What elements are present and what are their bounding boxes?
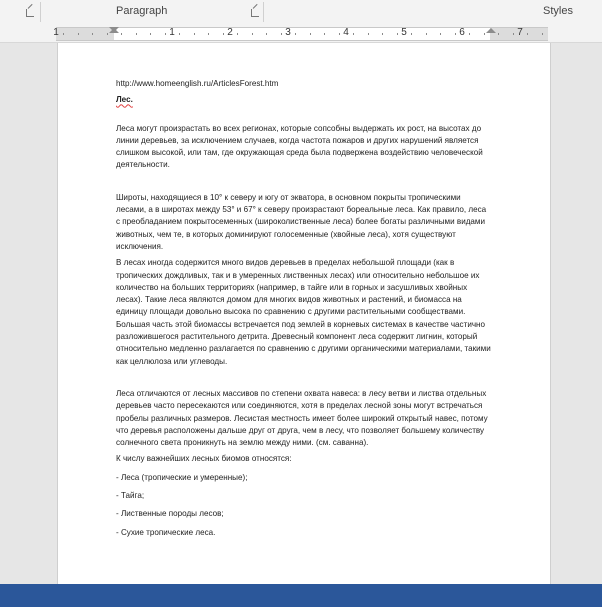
document-paragraph: В лесах иногда содержится много видов деревьев в пределах небольшой площади (как в тропических дождливых, так и в умеренных лиственных лесах) или относительно небольшое их количество на больших территориях (например, в тайге или в горных и засушливых хвойных лесах). Такие леса являются домом для многих видов животных и растений, и биомасса на единицу площади довольно высока по сравнению с другими растительными сообществами. Большая часть этой биомассы встречается под землей в корневых системах в качестве частично разложившегося растительного детрита. Древесный компонент леса содержит лигнин, который относительно медленно разлагается по сравнению с другими органическими материалами, такими как целлюлоза или углеводы. — [116, 258, 491, 366]
ruler-number: 7 — [517, 27, 523, 38]
ruler-number: 6 — [459, 27, 465, 38]
ruler-tick — [136, 33, 137, 35]
ruler-tick — [237, 33, 238, 35]
ruler-tick — [107, 33, 108, 35]
ruler-tick — [295, 33, 296, 35]
list-item: - Тайга; — [116, 491, 145, 501]
document-paragraph: Леса отличаются от лесных массивов по степени охвата навеса: в лесу ветви и листва отдельных деревьев часто пересекаются или соединяются, хотя в пределах лесной зоны могут встречаться пробелы различных размеров. Лесистая местность имеет более широкий открытый навес, потому что деревья расположены дальше друг от друга, чем в лесу, что позволяет большему количеству солнечного света проникнуть на землю между ними. (см. саванна). — [116, 388, 488, 448]
document-body[interactable] — [116, 78, 491, 545]
ruler-tick — [281, 33, 282, 35]
list-item: - Леса (тропические и умеренные); — [116, 472, 248, 482]
hanging-indent-marker[interactable] — [109, 28, 119, 33]
ruler-tick — [440, 33, 441, 35]
ruler-tick — [179, 33, 180, 35]
ruler-tick — [252, 33, 253, 35]
group-divider — [263, 2, 264, 22]
document-paragraph: Леса могут произрастать во всех регионах, которые сопсобны выдержать их рост, на высотах до линии деревьев, за исключением случаев, когда частота пожаров и других нарушений является слишком высокой, или там, где окружающая среда была подвержена воздействию человеческой деятельности. — [116, 123, 483, 170]
document-workspace — [0, 43, 602, 584]
ruler-tick — [411, 33, 412, 35]
group-divider — [40, 2, 41, 22]
ruler-tick — [339, 33, 340, 35]
ruler-tick — [223, 33, 224, 35]
document-paragraph: Широты, находящиеся в 10° к северу и югу от экватора, в основном покрыты тропическими лесами, а в широтах между 53° и 67° к северу произрастают бореальные леса. Как правило, леса с преобладанием покрытосеменных (широколиственные леса) более богаты различными видами животных, чем те, в которых доминируют голосеменные (хвойные леса), хотя существуют исключения. — [116, 192, 487, 251]
styles-group-label: Styles — [543, 5, 573, 17]
ruler-tick — [353, 33, 354, 35]
ruler-number: 2 — [227, 27, 233, 38]
ruler-tick — [121, 33, 122, 35]
ruler-left-margin — [56, 28, 114, 40]
document-page[interactable] — [57, 43, 551, 584]
paragraph-dialog-launcher-icon[interactable] — [251, 9, 259, 17]
ruler-tick — [78, 33, 79, 35]
ribbon-group-labels — [0, 0, 602, 25]
ruler-tick — [426, 33, 427, 35]
font-dialog-launcher-icon[interactable] — [26, 9, 34, 17]
ruler-tick — [150, 33, 151, 35]
ruler-tick — [455, 33, 456, 35]
ruler-tick — [527, 33, 528, 35]
ruler-tick — [208, 33, 209, 35]
ruler-tick — [310, 33, 311, 35]
ruler-number: 5 — [401, 27, 407, 38]
ruler-tick — [397, 33, 398, 35]
ruler-number: 3 — [285, 27, 291, 38]
ruler-tick — [498, 33, 499, 35]
ruler-tick — [382, 33, 383, 35]
ruler-tick — [92, 33, 93, 35]
ruler-tick — [194, 33, 195, 35]
document-url: http://www.homeenglish.ru/ArticlesForest.htm — [116, 79, 279, 88]
ruler-bar — [0, 24, 602, 43]
ruler-tick — [484, 33, 485, 35]
list-item: - Лиственные породы лесов; — [116, 509, 224, 519]
ruler-tick — [368, 33, 369, 35]
ruler-tick — [266, 33, 267, 35]
paragraph-group-label: Paragraph — [116, 5, 168, 17]
document-heading: Лес. — [116, 95, 133, 105]
right-indent-marker[interactable] — [486, 28, 496, 33]
ruler-tick — [513, 33, 514, 35]
horizontal-ruler[interactable] — [53, 27, 548, 41]
ruler-number: 4 — [343, 27, 349, 38]
ruler-number: 1 — [53, 27, 59, 38]
ruler-tick — [63, 33, 64, 35]
ruler-tick — [469, 33, 470, 35]
ruler-number: 1 — [169, 27, 175, 38]
ruler-tick — [165, 33, 166, 35]
list-item: - Сухие тропические леса. — [116, 527, 216, 537]
document-paragraph: К числу важнейших лесных биомов относятся: — [116, 454, 292, 464]
status-bar — [0, 584, 602, 607]
ruler-tick — [542, 33, 543, 35]
ruler-tick — [324, 33, 325, 35]
